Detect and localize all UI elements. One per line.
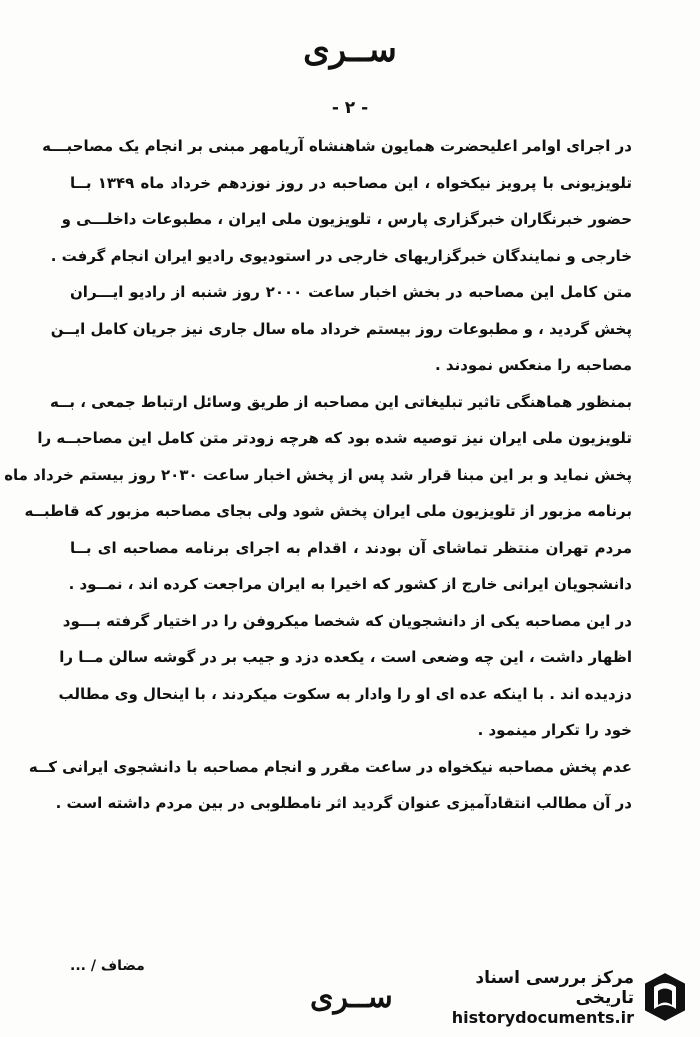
text-line: پخش گردید ، و مطبوعات روز بیستم خرداد ماه سال جاری نیز جریان کامل ایــن — [50, 319, 632, 338]
text-line: پخش نماید و بر این مبنا قرار شد پس از پخش اخبار ساعت ۲۰۳۰ روز بیستم خرداد ماه — [4, 465, 632, 484]
text-line: برنامه مزبور از تلویزیون ملی ایران پخش شود ولی بجای مصاحبه مزبور که قاطبــه — [24, 502, 632, 520]
text-line: متن کامل این مصاحبه در بخش اخبار ساعت ۲۰۰۰ روز شنبه از رادیو ایـــران — [70, 283, 632, 301]
text-line: تلویزیون ملی ایران نیز توصیه شده بود که هرچه زودتر متن کامل این مصاحبــه را — [37, 429, 632, 447]
text-line: حضور خبرنگاران خبرگزاری پارس ، تلویزیون ملی ایران ، مطبوعات داخلـــی و — [61, 210, 632, 228]
classification-stamp-bottom: ســری — [310, 980, 393, 1015]
text-line: در اجرای اوامر اعلیحضرت همایون شاهنشاه آریامهر مبنی بر انجام یک مصاحبـــه — [42, 137, 632, 155]
text-line: مصاحبه را منعکس نمودند . — [435, 356, 632, 374]
archive-logo-icon — [640, 969, 690, 1025]
continuation-note: مضاف / ... — [70, 958, 145, 974]
text-line: خود را تکرار مینمود . — [477, 721, 632, 739]
text-line: تلویزیونی با پرویز نیکخواه ، این مصاحبه در روز نوزدهم خرداد ماه ۱۳۴۹ بــا — [70, 173, 633, 192]
text-line: در این مصاحبه یکی از دانشجویان که شخصا میکروفن را در اختیار گرفته بـــود — [62, 611, 632, 630]
archive-watermark — [438, 966, 690, 1028]
watermark-title: مرکز بررسی اسناد تاریخی — [475, 967, 634, 1008]
page-number: - ۲ - — [331, 98, 369, 118]
text-line: دانشجویان ایرانی خارج از کشور که اخیرا به ایران مراجعت کرده اند ، نمــود . — [68, 575, 632, 593]
text-line: مردم تهران منتظر تماشای آن بودند ، اقدام به اجرای برنامه مصاحبه ای بــا — [70, 538, 632, 557]
text-line: عدم پخش مصاحبه نیکخواه در ساعت مقرر و انجام مصاحبه با دانشجوی ایرانی کــه — [28, 757, 632, 776]
watermark-url: historydocuments.ir — [451, 1007, 634, 1027]
text-line: در آن مطالب انتقادآمیزی عنوان گردید اثر نامطلوبی در بین مردم داشته است . — [55, 794, 632, 812]
document-body — [4, 128, 633, 822]
text-line: اظهار داشت ، این چه وضعی است ، یکعده دزد و جیب بر در گوشه سالن مــا را — [59, 648, 632, 666]
text-line: خارجی و نمایندگان خبرگزاریهای خارجی در استودیوی رادیو ایران انجام گرفت . — [50, 246, 632, 265]
text-line: دزدیده اند . با اینکه عده ای او را وادار به سکوت میکردند ، با اینحال وی مطالب — [58, 684, 632, 703]
classification-stamp-top: ســری — [303, 30, 397, 70]
watermark-text — [438, 968, 634, 1027]
text-line: بمنظور هماهنگی تاثیر تبلیغاتی این مصاحبه از طریق وسائل ارتباط جمعی ، بــه — [50, 392, 632, 411]
